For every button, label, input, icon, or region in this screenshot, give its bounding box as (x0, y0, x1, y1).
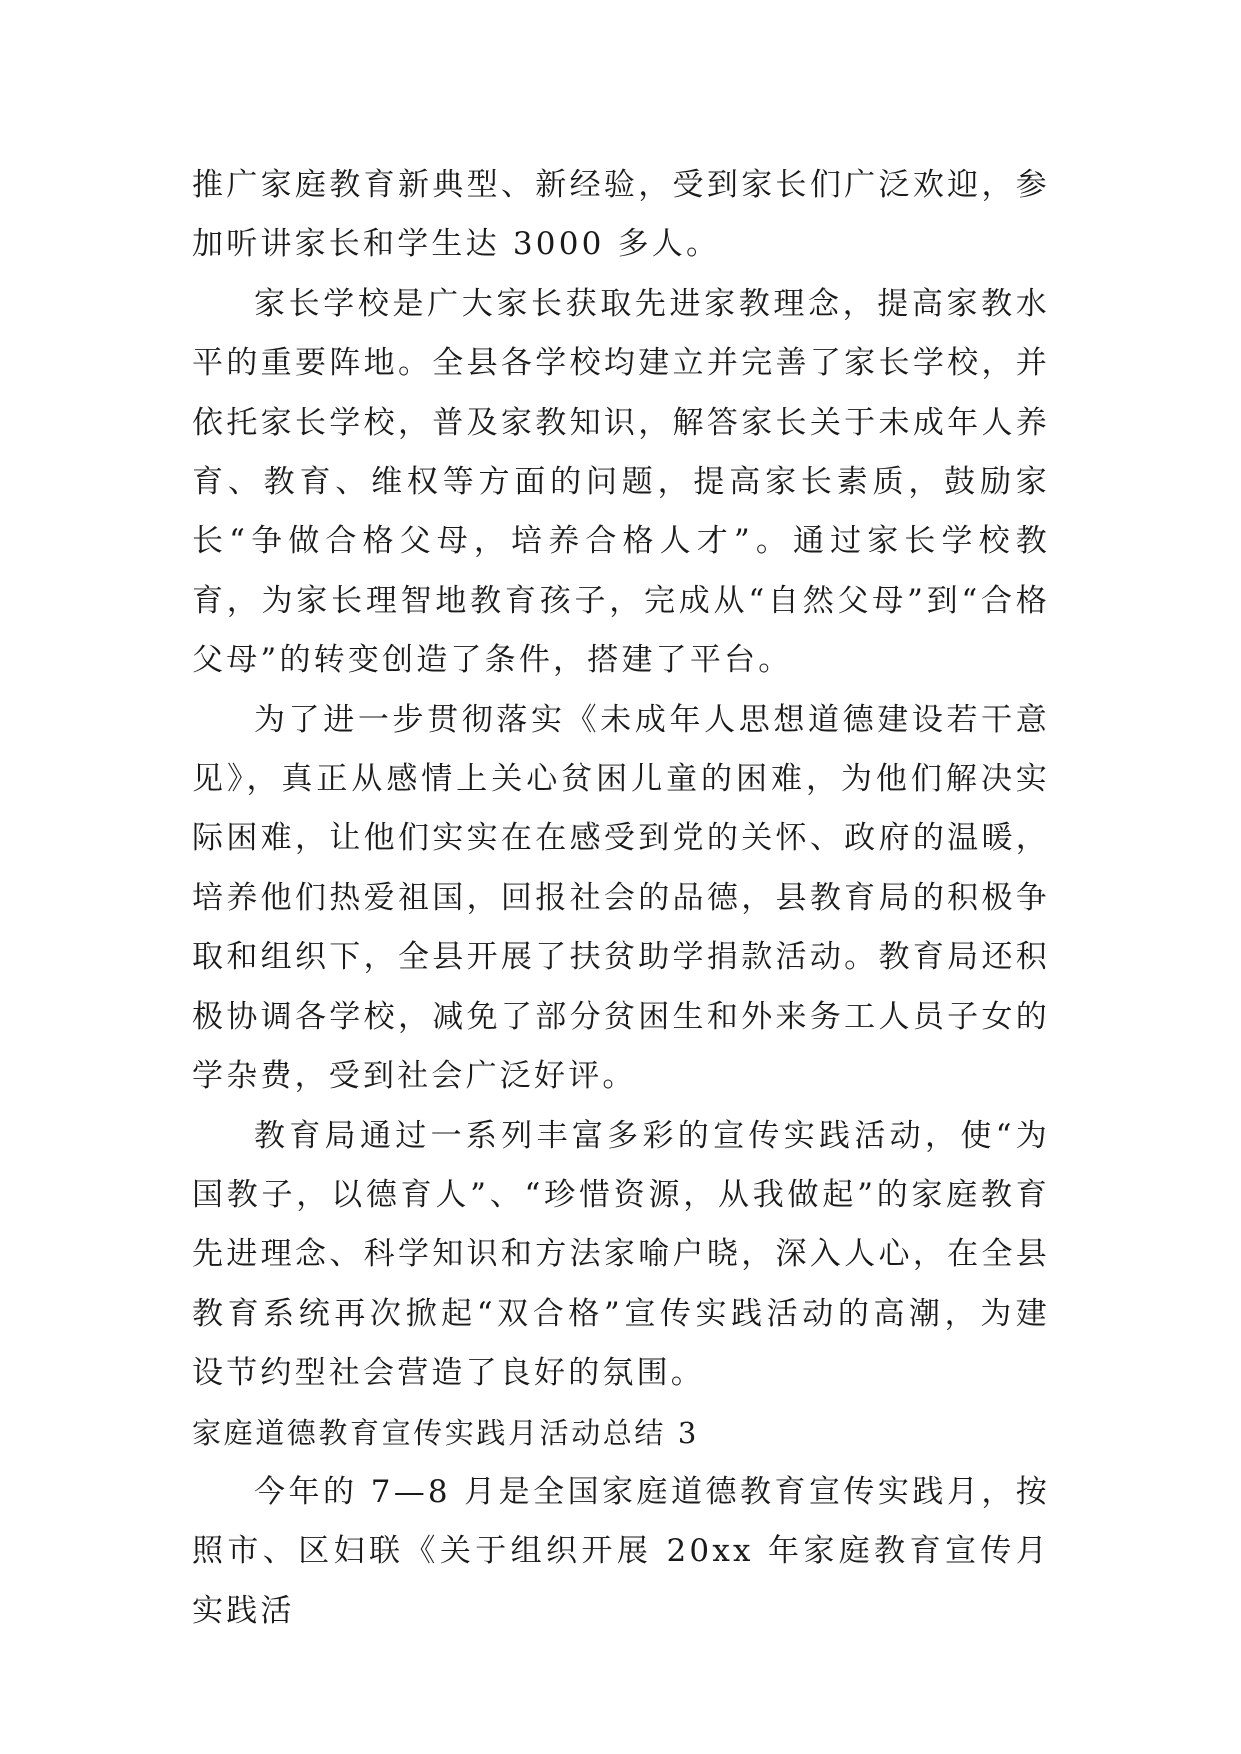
paragraph-parent-school: 家长学校是广大家长获取先进家教理念，提高家教水平的重要阵地。全县各学校均建立并完善了家长学校，并依托家长学校，普及家教知识，解答家长关于未成年人养育、教育、维权等方面的问题，提高家长素质，鼓励家长“争做合格父母，培养合格人才”。通过家长学校教育，为家长理智地教育孩子，完成从“自然父母”到“合格父母”的转变创造了条件，搭建了平台。 (192, 285, 1050, 679)
paragraph-continuation: 推广家庭教育新典型、新经验，受到家长们广泛欢迎，参加听讲家长和学生达 3000 多人。 (192, 167, 1050, 263)
section-heading: 家庭道德教育宣传实践月活动总结 3 (192, 1415, 699, 1450)
paragraph-publicity-activities: 教育局通过一系列丰富多彩的宣传实践活动，使“为国教子，以德育人”、“珍惜资源，从我做起”的家庭教育先进理念、科学知识和方法家喻户晓，深入人心，在全县教育系统再次掀起“双合格”宣传实践活动的高潮，为建设节约型社会营造了良好的氛围。 (192, 1117, 1050, 1392)
paragraph-poverty-aid: 为了进一步贯彻落实《未成年人思想道德建设若干意见》，真正从感情上关心贫困儿童的困难，为他们解决实际困难，让他们实实在在感受到党的关怀、政府的温暖，培养他们热爱祖国，回报社会的品德，县教育局的积极争取和组织下，全县开展了扶贫助学捐款活动。教育局还积极协调各学校，减免了部分贫困生和外来务工人员子女的学杂费，受到社会广泛好评。 (192, 701, 1050, 1095)
paragraph-practice-month: 今年的 7—8 月是全国家庭道德教育宣传实践月，按照市、区妇联《关于组织开展 20xx 年家庭教育宣传月实践活 (192, 1473, 1050, 1629)
document-body (192, 156, 1050, 1641)
